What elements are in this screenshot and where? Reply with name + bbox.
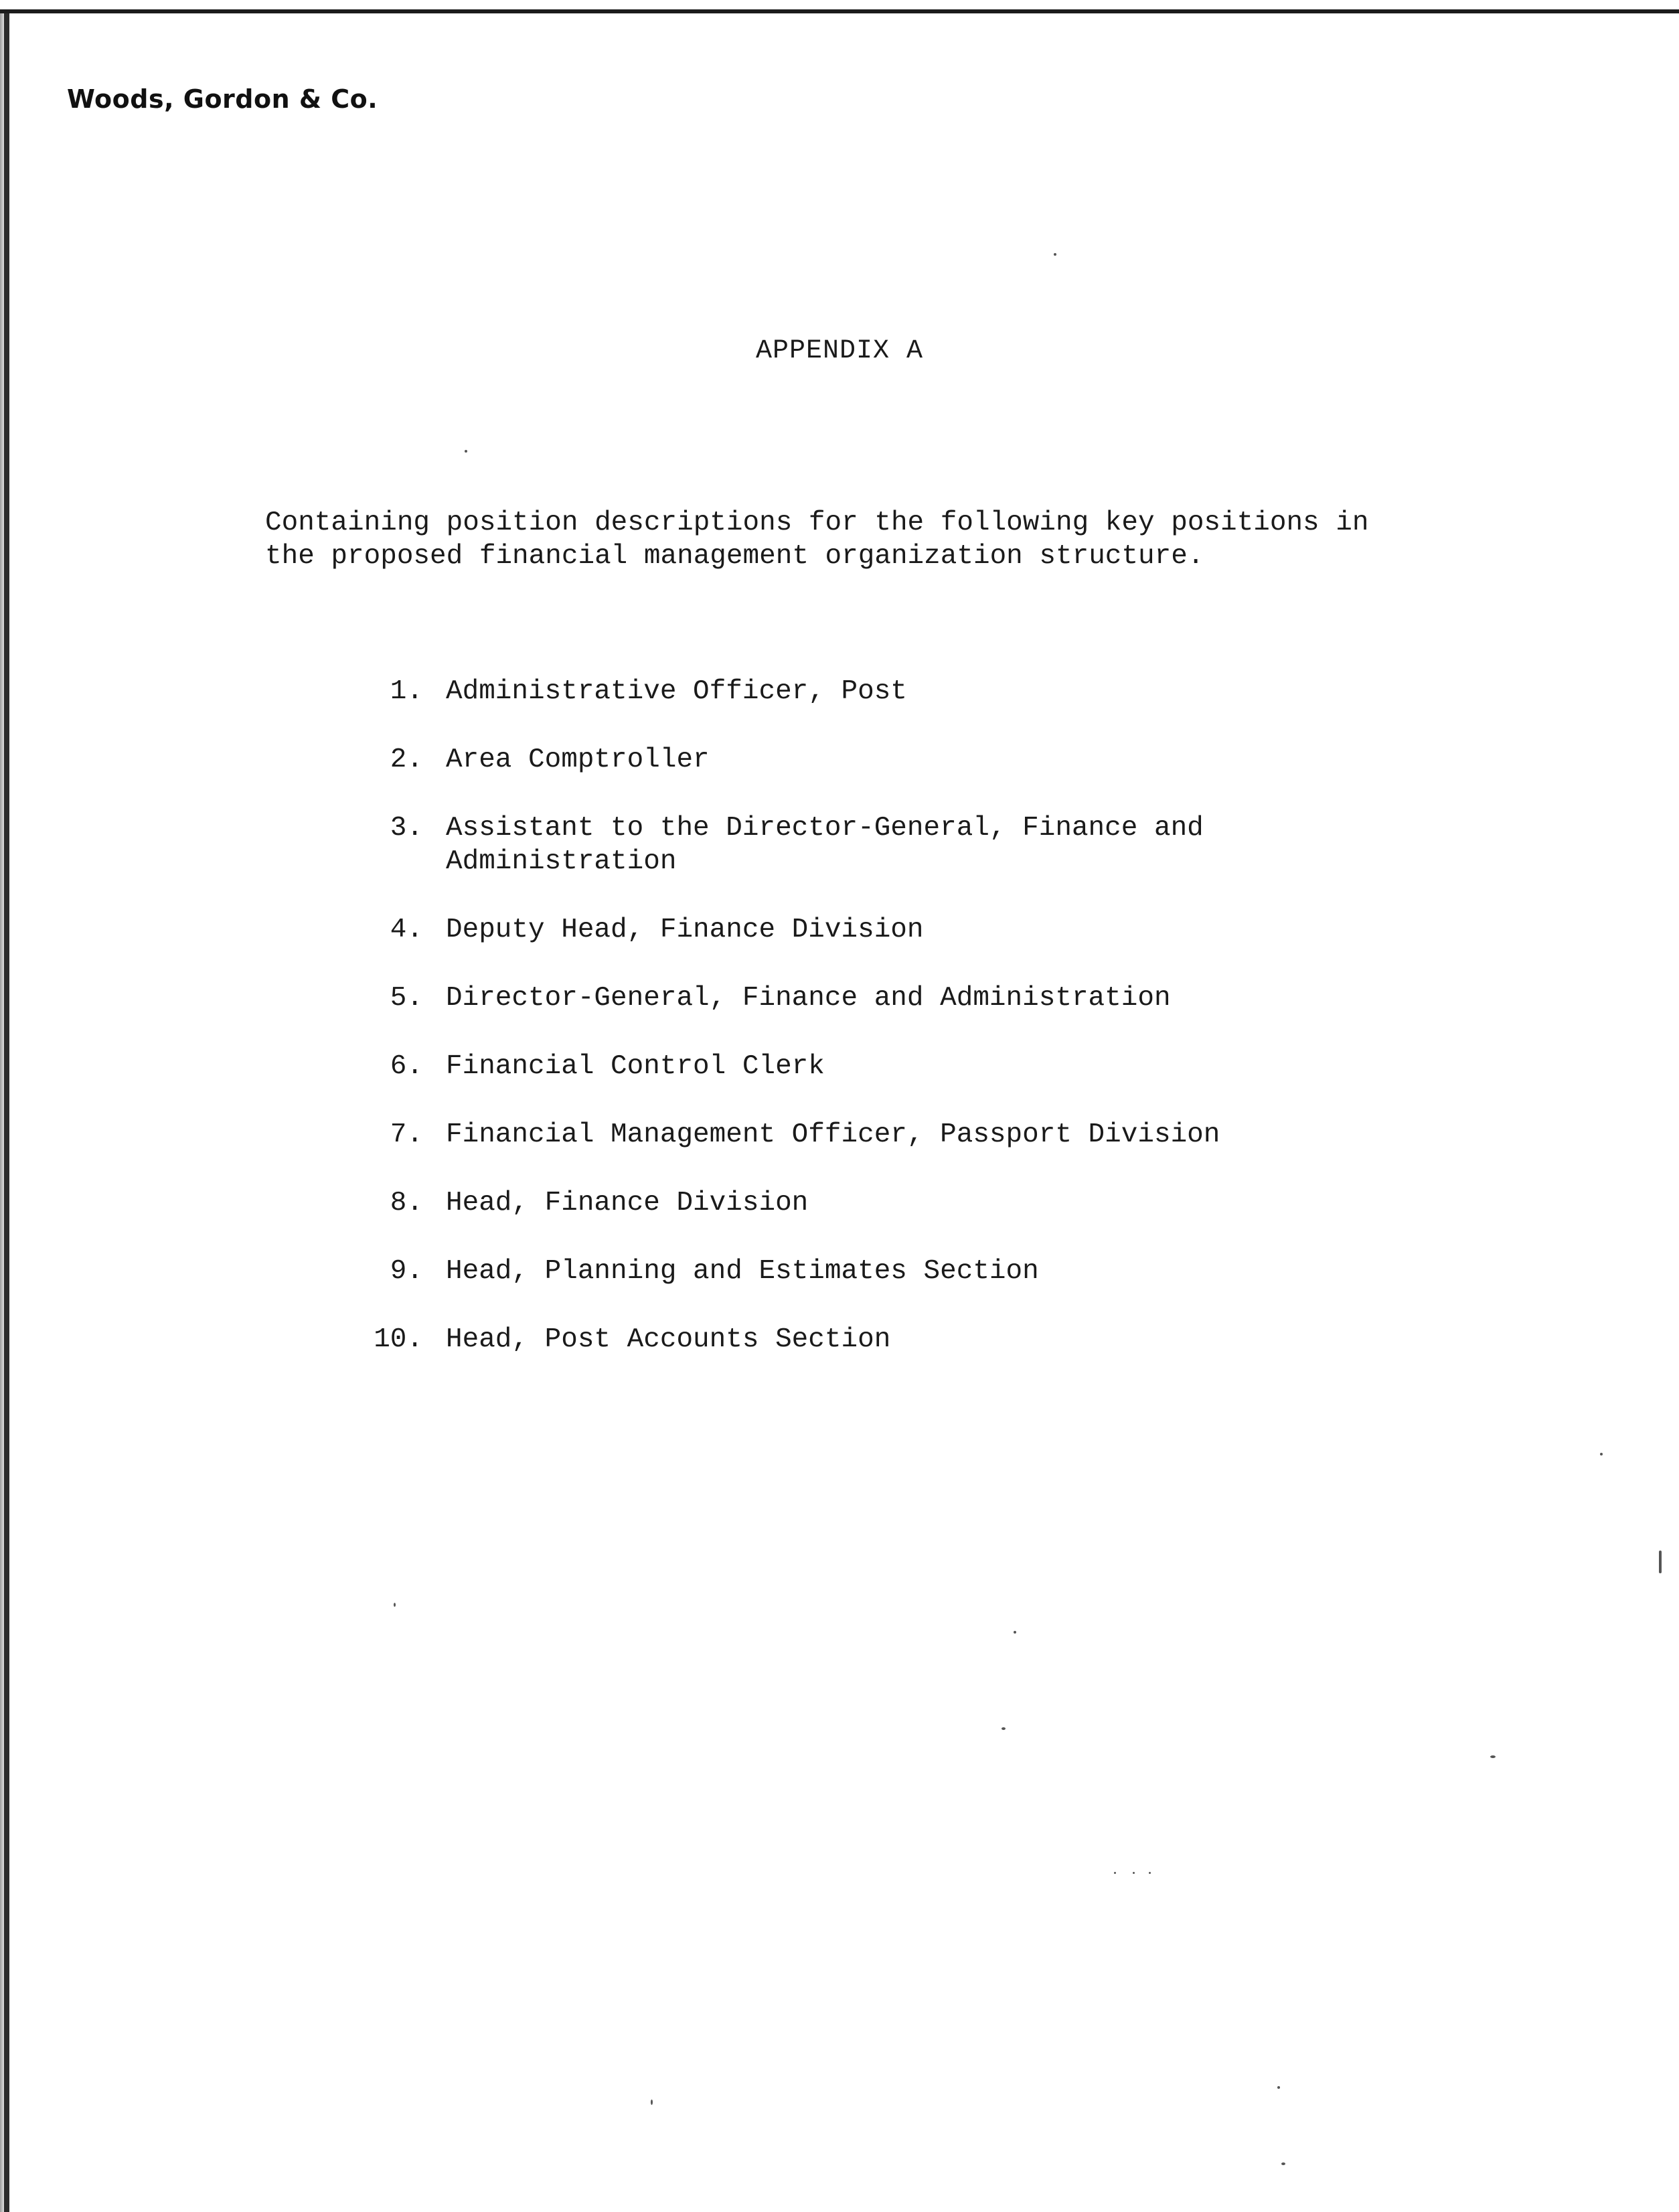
list-item — [348, 1050, 1553, 1083]
scan-speck — [1277, 2086, 1280, 2089]
list-item — [348, 981, 1553, 1015]
list-item-number: 2. — [390, 744, 423, 775]
scan-speck — [465, 450, 467, 453]
list-item-number: 1. — [390, 676, 423, 707]
page-top-edge — [0, 9, 1679, 13]
list-item — [348, 1323, 1553, 1356]
scan-speck — [1281, 2162, 1285, 2165]
scan-speck — [1659, 1551, 1662, 1573]
list-item-label: Director-General, Finance and Administration — [446, 983, 1171, 1014]
list-item-number: 5. — [390, 983, 423, 1014]
list-item-number: 7. — [390, 1119, 423, 1150]
list-item-label: Area Comptroller — [446, 744, 710, 775]
list-item — [348, 1186, 1553, 1220]
scan-speck — [1002, 1727, 1006, 1730]
list-item-label: Head, Post Accounts Section — [446, 1324, 891, 1355]
list-item-number: 8. — [390, 1188, 423, 1218]
list-item — [348, 675, 1553, 708]
list-item — [348, 1255, 1553, 1288]
scan-speck — [651, 2100, 653, 2105]
scan-speck — [1114, 1872, 1116, 1874]
scan-speck — [1600, 1453, 1603, 1455]
list-item — [348, 1118, 1553, 1152]
list-item-label: Administrative Officer, Post — [446, 676, 907, 707]
list-item-number: 10. — [374, 1324, 423, 1355]
list-item-label: Deputy Head, Finance Division — [446, 915, 924, 945]
list-item-number: 3. — [390, 813, 423, 844]
scan-speck — [1149, 1872, 1151, 1874]
intro-paragraph: Containing position descriptions for the following key positions in the proposed financial management organization structure. — [265, 507, 1369, 572]
appendix-title: APPENDIX A — [755, 336, 924, 366]
list-item-label: Financial Management Officer, Passport Division — [446, 1119, 1220, 1150]
scan-speck — [1490, 1755, 1496, 1758]
list-item-label: Head, Finance Division — [446, 1188, 809, 1218]
scan-speck — [1133, 1872, 1135, 1874]
positions-list — [348, 675, 1553, 1391]
scan-speck — [1014, 1631, 1016, 1634]
scan-speck — [1054, 253, 1056, 256]
list-item-number: 4. — [390, 915, 423, 945]
list-item-number: 9. — [390, 1256, 423, 1287]
list-item — [348, 743, 1553, 777]
list-item — [348, 913, 1553, 947]
list-item-label: Financial Control Clerk — [446, 1051, 825, 1082]
firm-name: Woods, Gordon & Co. — [67, 84, 378, 114]
scan-speck — [394, 1603, 396, 1607]
list-item — [348, 811, 1553, 878]
list-item-label: Head, Planning and Estimates Section — [446, 1256, 1039, 1287]
list-item-number: 6. — [390, 1051, 423, 1082]
list-item-label: Assistant to the Director-General, Finance and Administration — [446, 813, 1204, 877]
